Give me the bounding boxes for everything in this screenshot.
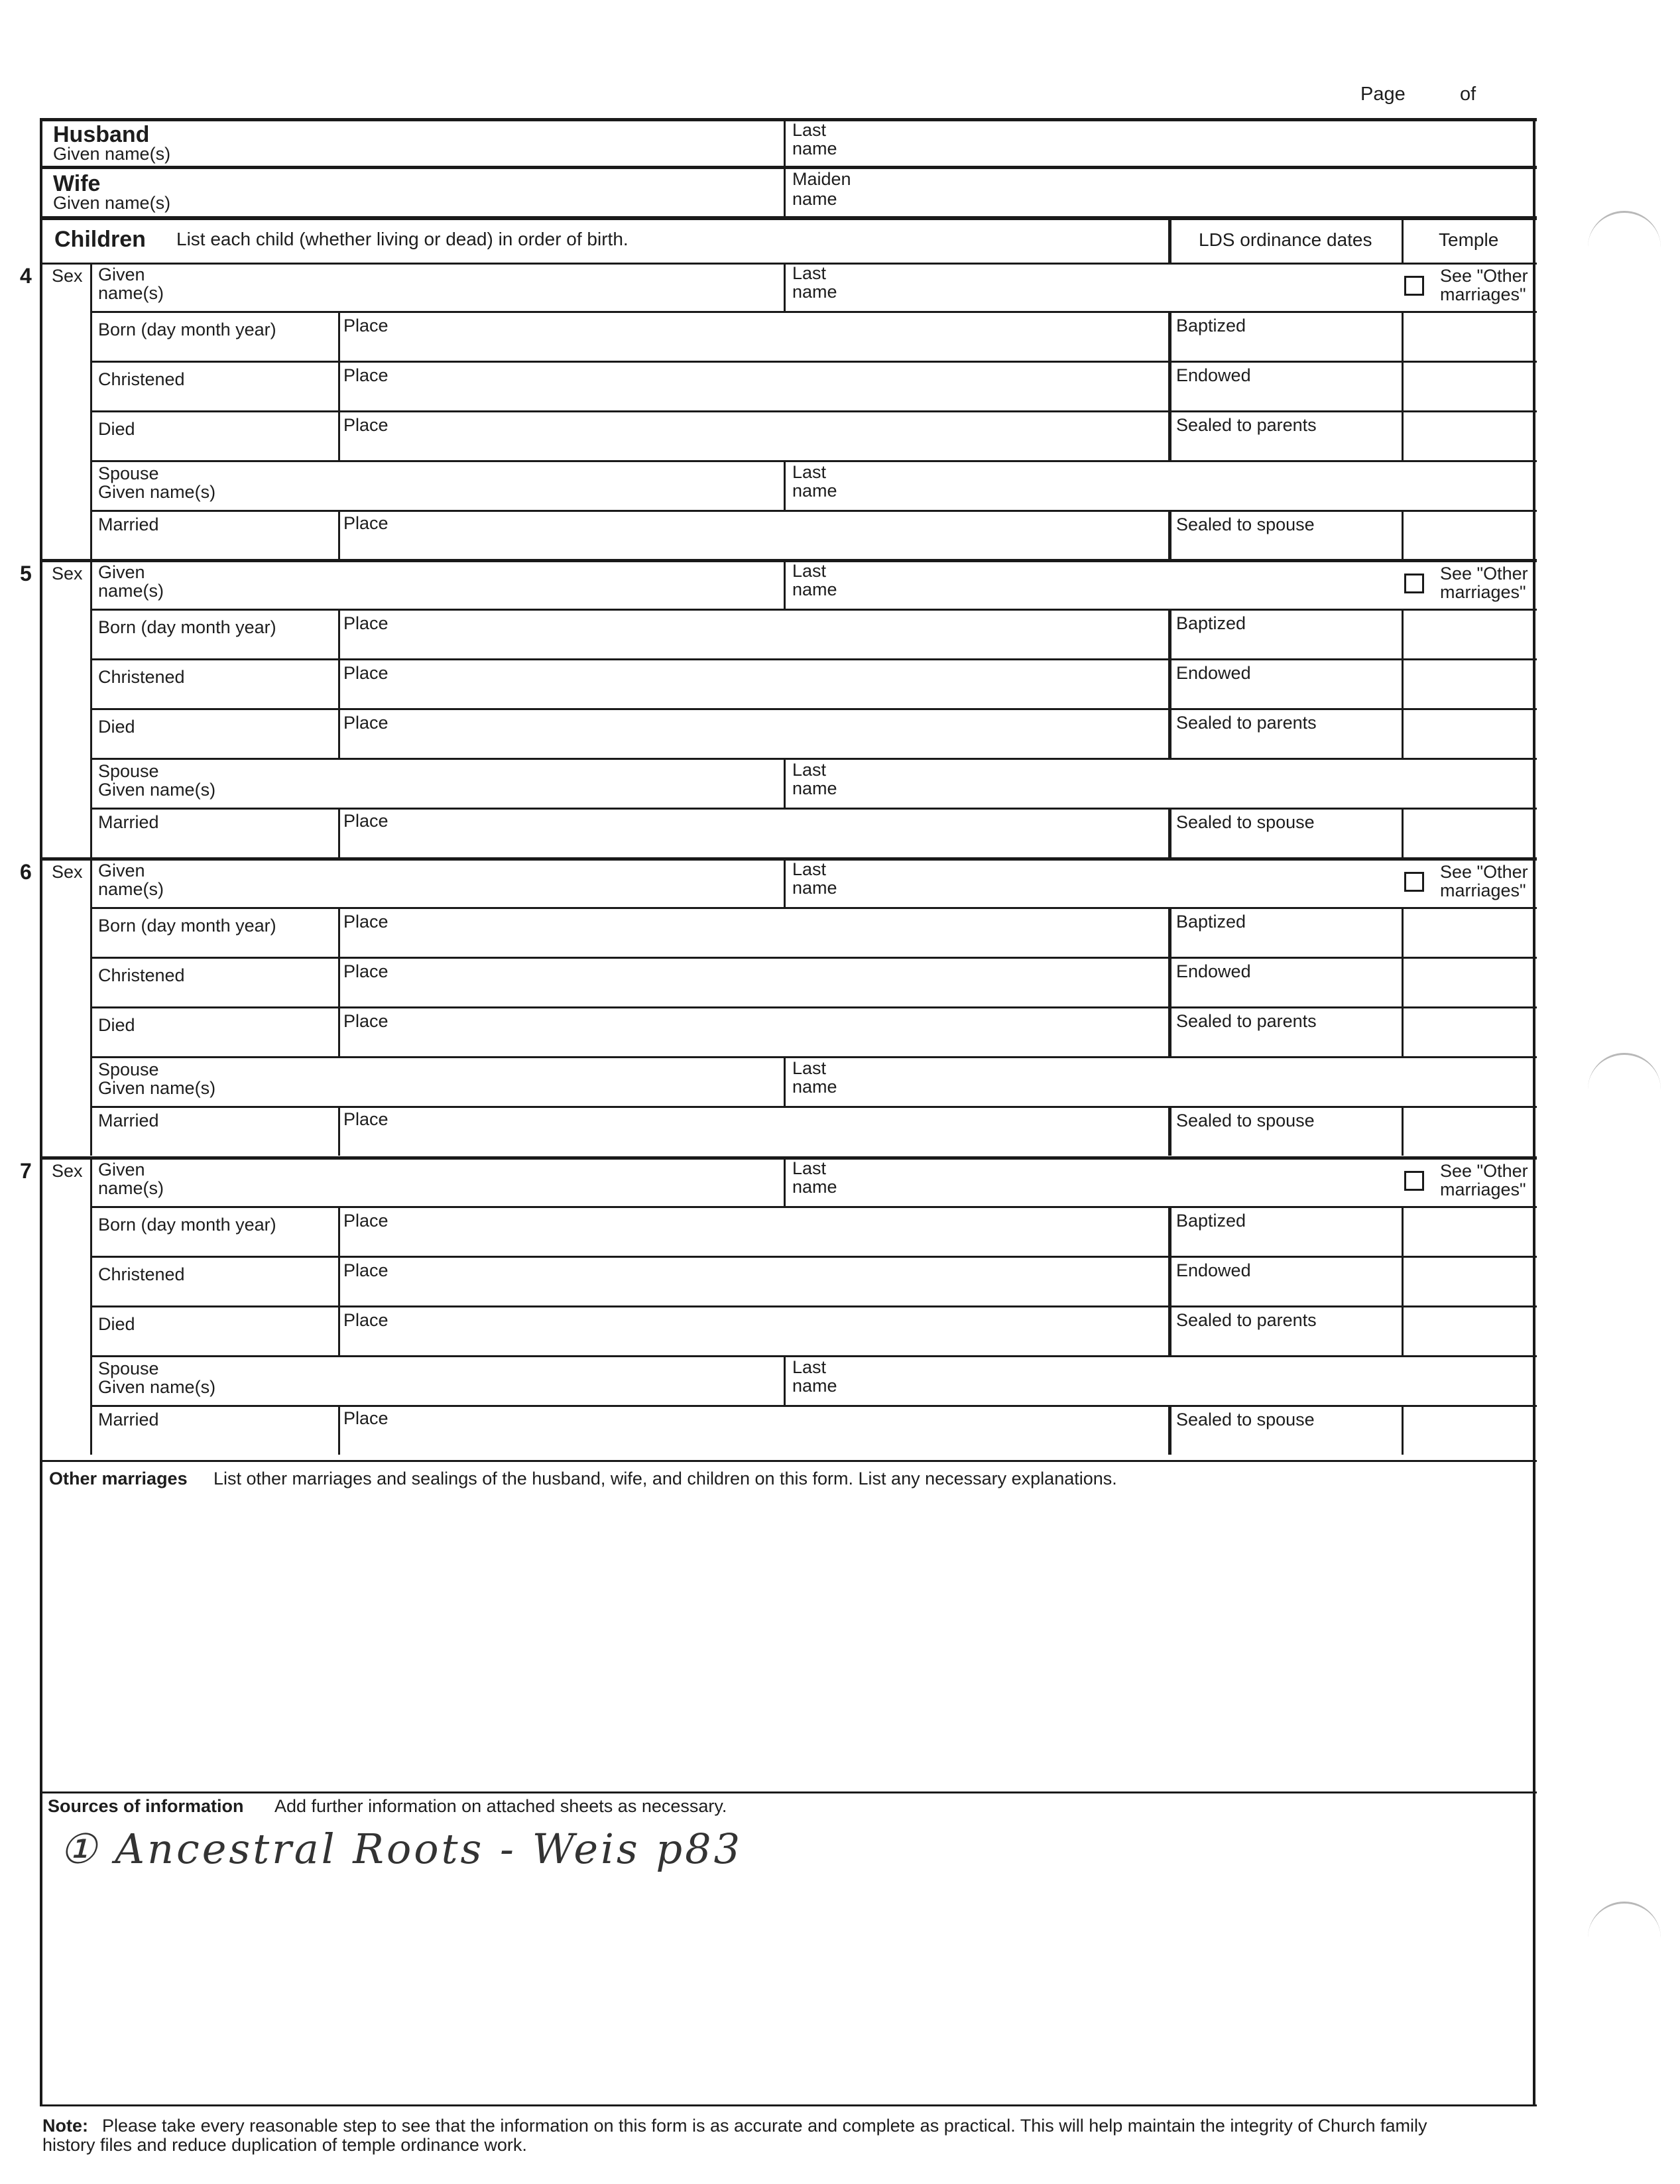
event-place-field[interactable] xyxy=(343,1257,1166,1307)
see-other-marriages-2: marriages" xyxy=(1440,284,1526,304)
place-label: Place xyxy=(343,912,389,932)
last-label-2: name xyxy=(792,579,837,599)
ordinance-date-field[interactable] xyxy=(1173,709,1399,759)
endowed-label: Endowed xyxy=(1176,961,1251,981)
place-label: Place xyxy=(343,1109,389,1129)
sealed-to-spouse-label: Sealed to spouse xyxy=(1176,1111,1315,1130)
child-given-name-field[interactable] xyxy=(98,560,781,610)
christened-label: Christened xyxy=(98,1264,185,1284)
temple-label: Temple xyxy=(1439,229,1499,250)
endowed-label: Endowed xyxy=(1176,1260,1251,1280)
other-marriages-title: Other marriages xyxy=(49,1469,188,1488)
sealed-spouse-temple-field[interactable] xyxy=(1404,809,1533,857)
place-label: Place xyxy=(343,415,389,435)
ordinance-date-field[interactable] xyxy=(1173,1307,1399,1357)
given-label-2: name(s) xyxy=(98,879,164,899)
ordinance-date-field[interactable] xyxy=(1173,312,1399,362)
see-other-marriages-1: See "Other xyxy=(1440,564,1528,583)
punch-hole-middle xyxy=(1588,1053,1661,1101)
ordinance-date-field[interactable] xyxy=(1173,1008,1399,1058)
temple-field[interactable] xyxy=(1404,958,1533,1008)
ordinance-date-field[interactable] xyxy=(1173,1257,1399,1307)
christened-label: Christened xyxy=(98,667,185,687)
sealed-spouse-date-field[interactable] xyxy=(1173,809,1399,857)
spouse-last-label-2: name xyxy=(792,778,837,798)
spouse-last-name-field[interactable] xyxy=(792,1357,1528,1406)
spouse-given-name-field[interactable] xyxy=(98,1357,781,1406)
baptized-label: Baptized xyxy=(1176,613,1246,633)
event-date-field[interactable] xyxy=(98,1008,337,1058)
other-marriages-instruction: List other marriages and sealings of the husband, wife, and children on this form. List any necessary explanations. xyxy=(213,1469,1117,1488)
wife-maiden-label-2: name xyxy=(792,189,837,209)
children-title: Children xyxy=(54,227,146,252)
married-date-field[interactable] xyxy=(98,1107,337,1156)
event-date-field[interactable] xyxy=(98,1207,337,1257)
other-marriages-field[interactable] xyxy=(44,1492,1531,1790)
sex-label: Sex xyxy=(52,1161,83,1181)
died-label: Died xyxy=(98,419,135,439)
event-date-field[interactable] xyxy=(98,412,337,461)
child-last-name-field[interactable] xyxy=(792,263,1396,312)
spouse-last-name-field[interactable] xyxy=(792,759,1528,809)
last-label-2: name xyxy=(792,282,837,302)
given-label-1: Given xyxy=(98,265,145,284)
ordinance-date-field[interactable] xyxy=(1173,1207,1399,1257)
spouse-label-2: Given name(s) xyxy=(98,1078,216,1098)
child-last-name-field[interactable] xyxy=(792,560,1396,610)
page-of-label: of xyxy=(1460,84,1476,105)
baptized-label: Baptized xyxy=(1176,316,1246,335)
ordinance-date-field[interactable] xyxy=(1173,362,1399,412)
place-label: Place xyxy=(343,1260,389,1280)
married-date-field[interactable] xyxy=(98,809,337,857)
note-label: Note: xyxy=(42,2116,88,2136)
place-label: Place xyxy=(343,1211,389,1231)
sealed-to-parents-label: Sealed to parents xyxy=(1176,1011,1317,1031)
child-last-name-field[interactable] xyxy=(792,1158,1396,1207)
died-label: Died xyxy=(98,1015,135,1035)
born-label: Born (day month year) xyxy=(98,320,276,339)
spouse-last-label-1: Last xyxy=(792,1357,827,1377)
child-number: 6 xyxy=(20,860,32,884)
sealed-spouse-temple-field[interactable] xyxy=(1404,511,1533,560)
place-label: Place xyxy=(343,613,389,633)
sex-label: Sex xyxy=(52,862,83,882)
sealed-to-parents-label: Sealed to parents xyxy=(1176,415,1317,435)
child-number: 4 xyxy=(20,264,32,288)
sealed-to-spouse-label: Sealed to spouse xyxy=(1176,812,1315,832)
spouse-label-2: Given name(s) xyxy=(98,1377,216,1397)
married-label: Married xyxy=(98,1410,159,1429)
sealed-spouse-date-field[interactable] xyxy=(1173,1406,1399,1455)
born-label: Born (day month year) xyxy=(98,916,276,936)
wife-maiden-label-1: Maiden xyxy=(792,169,851,189)
married-place-field[interactable] xyxy=(343,511,1166,560)
last-label-1: Last xyxy=(792,263,827,283)
born-label: Born (day month year) xyxy=(98,617,276,637)
spouse-last-label-1: Last xyxy=(792,462,827,482)
place-label: Place xyxy=(343,513,389,533)
sealed-spouse-temple-field[interactable] xyxy=(1404,1107,1533,1156)
child-given-name-field[interactable] xyxy=(98,263,781,312)
sealed-spouse-date-field[interactable] xyxy=(1173,1107,1399,1156)
temple-field[interactable] xyxy=(1404,709,1533,759)
place-label: Place xyxy=(343,1310,389,1330)
last-label-1: Last xyxy=(792,561,827,581)
lds-ordinance-dates-label: LDS ordinance dates xyxy=(1199,229,1372,250)
punch-hole-top xyxy=(1588,211,1661,259)
sources-title: Sources of information xyxy=(48,1796,244,1816)
wife-title: Wife xyxy=(53,171,101,196)
see-other-marriages-1: See "Other xyxy=(1440,862,1528,882)
see-other-marriages-2: marriages" xyxy=(1440,880,1526,900)
spouse-given-name-field[interactable] xyxy=(98,759,781,809)
event-date-field[interactable] xyxy=(98,312,337,362)
husband-last-label-1: Last xyxy=(792,120,827,140)
event-place-field[interactable] xyxy=(343,610,1166,660)
husband-given-label: Given name(s) xyxy=(53,144,171,164)
died-label: Died xyxy=(98,717,135,737)
other-marriages-checkbox[interactable] xyxy=(1404,872,1424,892)
spouse-label-2: Given name(s) xyxy=(98,780,216,800)
event-date-field[interactable] xyxy=(98,362,337,412)
other-marriages-checkbox[interactable] xyxy=(1404,574,1424,593)
given-label-1: Given xyxy=(98,861,145,880)
baptized-label: Baptized xyxy=(1176,1211,1246,1231)
given-label-1: Given xyxy=(98,1160,145,1180)
child-number: 7 xyxy=(20,1159,32,1183)
event-place-field[interactable] xyxy=(343,412,1166,461)
place-label: Place xyxy=(343,663,389,683)
married-place-field[interactable] xyxy=(343,809,1166,857)
event-date-field[interactable] xyxy=(98,610,337,660)
see-other-marriages-2: marriages" xyxy=(1440,582,1526,602)
christened-label: Christened xyxy=(98,965,185,985)
sealed-to-parents-label: Sealed to parents xyxy=(1176,1310,1317,1330)
temple-field[interactable] xyxy=(1404,362,1533,412)
given-label-2: name(s) xyxy=(98,1178,164,1198)
married-date-field[interactable] xyxy=(98,511,337,560)
sex-label: Sex xyxy=(52,266,83,286)
spouse-last-label-2: name xyxy=(792,1376,837,1396)
note-line-2: history files and reduce duplication of temple ordinance work. xyxy=(42,2135,527,2155)
other-marriages-checkbox[interactable] xyxy=(1404,1171,1424,1191)
place-label: Place xyxy=(343,1011,389,1031)
event-place-field[interactable] xyxy=(343,709,1166,759)
sealed-to-spouse-label: Sealed to spouse xyxy=(1176,1410,1315,1429)
child-given-name-field[interactable] xyxy=(98,859,781,908)
page-label: Page xyxy=(1360,84,1406,105)
place-label: Place xyxy=(343,961,389,981)
married-label: Married xyxy=(98,812,159,832)
event-date-field[interactable] xyxy=(98,958,337,1008)
event-date-field[interactable] xyxy=(98,709,337,759)
ordinance-date-field[interactable] xyxy=(1173,610,1399,660)
given-label-2: name(s) xyxy=(98,283,164,303)
event-date-field[interactable] xyxy=(98,1257,337,1307)
temple-field[interactable] xyxy=(1404,1008,1533,1058)
ordinance-date-field[interactable] xyxy=(1173,660,1399,709)
see-other-marriages-1: See "Other xyxy=(1440,266,1528,286)
baptized-label: Baptized xyxy=(1176,912,1246,932)
last-label-2: name xyxy=(792,878,837,898)
spouse-label-1: Spouse xyxy=(98,1359,159,1378)
sealed-to-spouse-label: Sealed to spouse xyxy=(1176,515,1315,534)
place-label: Place xyxy=(343,1408,389,1428)
christened-label: Christened xyxy=(98,369,185,389)
endowed-label: Endowed xyxy=(1176,365,1251,385)
place-label: Place xyxy=(343,811,389,831)
temple-field[interactable] xyxy=(1404,312,1533,362)
event-place-field[interactable] xyxy=(343,1207,1166,1257)
event-place-field[interactable] xyxy=(343,312,1166,362)
ordinance-date-field[interactable] xyxy=(1173,908,1399,958)
last-label-2: name xyxy=(792,1177,837,1197)
place-label: Place xyxy=(343,713,389,733)
spouse-label-2: Given name(s) xyxy=(98,482,216,502)
spouse-last-name-field[interactable] xyxy=(792,461,1528,511)
child-given-name-field[interactable] xyxy=(98,1158,781,1207)
sources-field[interactable] xyxy=(44,1820,1531,2102)
see-other-marriages-2: marriages" xyxy=(1440,1180,1526,1199)
sources-instruction: Add further information on attached sheets as necessary. xyxy=(274,1796,727,1816)
temple-field[interactable] xyxy=(1404,660,1533,709)
spouse-last-label-1: Last xyxy=(792,760,827,780)
children-instruction: List each child (whether living or dead) in order of birth. xyxy=(176,229,629,249)
sex-label: Sex xyxy=(52,564,83,583)
event-place-field[interactable] xyxy=(343,660,1166,709)
event-place-field[interactable] xyxy=(343,1008,1166,1058)
married-label: Married xyxy=(98,515,159,534)
married-place-field[interactable] xyxy=(343,1107,1166,1156)
child-last-name-field[interactable] xyxy=(792,859,1396,908)
punch-hole-bottom xyxy=(1588,1902,1661,1950)
husband-last-label-2: name xyxy=(792,139,837,158)
temple-field[interactable] xyxy=(1404,908,1533,958)
sealed-spouse-temple-field[interactable] xyxy=(1404,1406,1533,1455)
sources-handwritten-entry: ① Ancestral Roots - Weis p83 xyxy=(60,1825,743,1873)
last-label-1: Last xyxy=(792,859,827,879)
temple-field[interactable] xyxy=(1404,412,1533,461)
event-place-field[interactable] xyxy=(343,958,1166,1008)
temple-field[interactable] xyxy=(1404,1307,1533,1357)
event-date-field[interactable] xyxy=(98,660,337,709)
event-place-field[interactable] xyxy=(343,362,1166,412)
note-line-1: Please take every reasonable step to see that the information on this form is as accurate and complete as practical. This will help maintain the integrity of Church family xyxy=(102,2116,1427,2136)
child-number: 5 xyxy=(20,562,32,585)
married-date-field[interactable] xyxy=(98,1406,337,1455)
spouse-given-name-field[interactable] xyxy=(98,461,781,511)
spouse-last-name-field[interactable] xyxy=(792,1058,1528,1107)
event-date-field[interactable] xyxy=(98,1307,337,1357)
event-place-field[interactable] xyxy=(343,908,1166,958)
spouse-last-label-1: Last xyxy=(792,1058,827,1078)
spouse-last-label-2: name xyxy=(792,481,837,501)
born-label: Born (day month year) xyxy=(98,1215,276,1235)
place-label: Place xyxy=(343,316,389,335)
other-marriages-checkbox[interactable] xyxy=(1404,276,1424,296)
given-label-1: Given xyxy=(98,562,145,582)
ordinance-date-field[interactable] xyxy=(1173,958,1399,1008)
place-label: Place xyxy=(343,365,389,385)
endowed-label: Endowed xyxy=(1176,663,1251,683)
event-place-field[interactable] xyxy=(343,1307,1166,1357)
temple-field[interactable] xyxy=(1404,1207,1533,1257)
given-label-2: name(s) xyxy=(98,581,164,601)
spouse-label-1: Spouse xyxy=(98,1060,159,1079)
ordinance-date-field[interactable] xyxy=(1173,412,1399,461)
spouse-label-1: Spouse xyxy=(98,463,159,483)
temple-field[interactable] xyxy=(1404,1257,1533,1307)
wife-given-label: Given name(s) xyxy=(53,193,171,213)
see-other-marriages-1: See "Other xyxy=(1440,1161,1528,1181)
married-place-field[interactable] xyxy=(343,1406,1166,1455)
husband-title: Husband xyxy=(53,122,150,147)
spouse-last-label-2: name xyxy=(792,1077,837,1097)
last-label-1: Last xyxy=(792,1158,827,1178)
spouse-given-name-field[interactable] xyxy=(98,1058,781,1107)
spouse-label-1: Spouse xyxy=(98,761,159,781)
sealed-to-parents-label: Sealed to parents xyxy=(1176,713,1317,733)
married-label: Married xyxy=(98,1111,159,1130)
died-label: Died xyxy=(98,1314,135,1334)
temple-field[interactable] xyxy=(1404,610,1533,660)
sealed-spouse-date-field[interactable] xyxy=(1173,511,1399,560)
event-date-field[interactable] xyxy=(98,908,337,958)
